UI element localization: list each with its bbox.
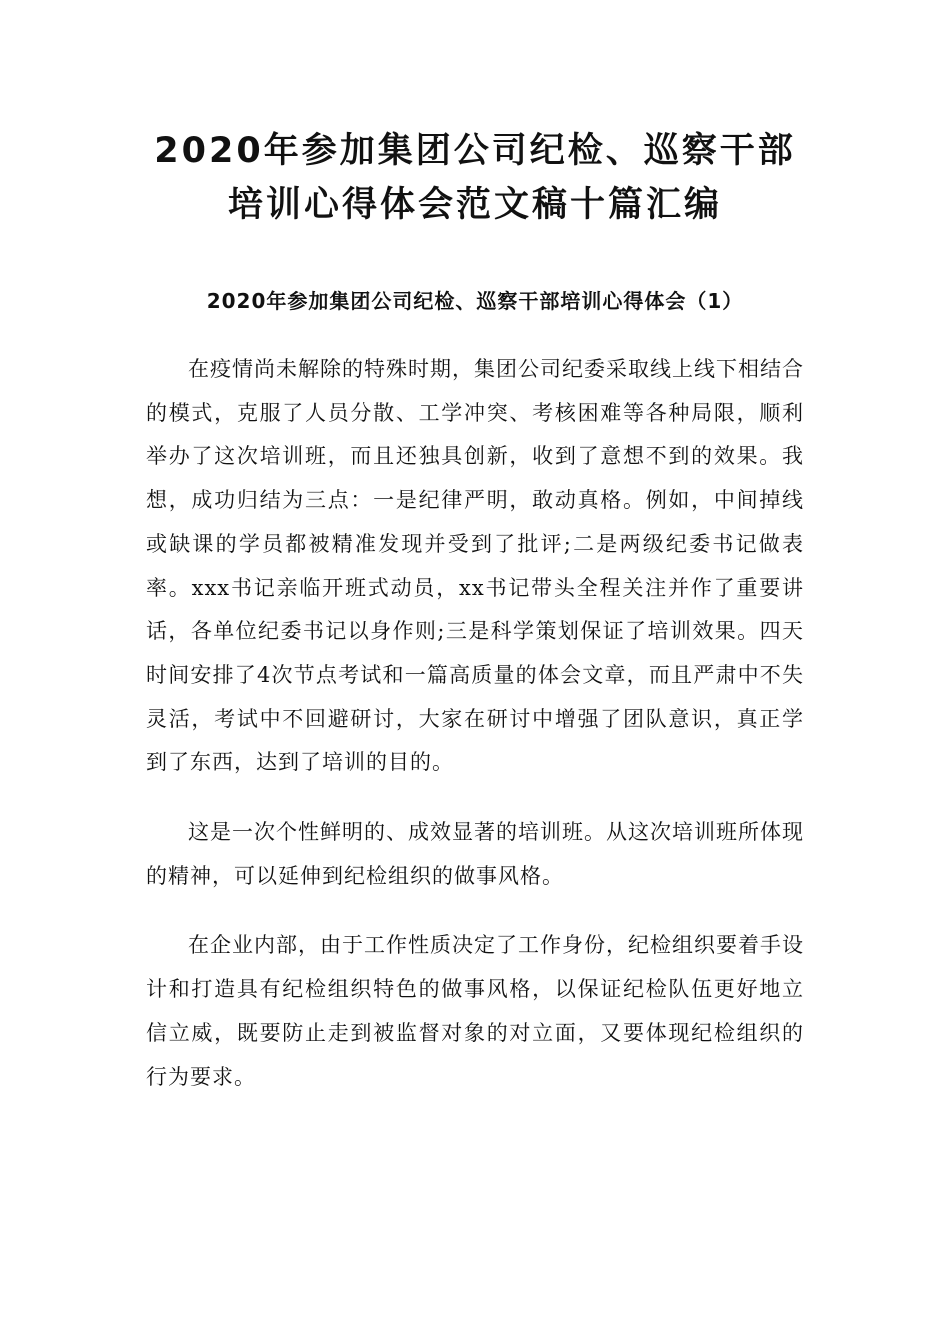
document-title: 2020年参加集团公司纪检、巡察干部培训心得体会范文稿十篇汇编 bbox=[154, 131, 796, 225]
document-body bbox=[146, 348, 804, 1125]
paragraph-3: 在企业内部，由于工作性质决定了工作身份，纪检组织要着手设计和打造具有纪检组织特色的做事风格，以保证纪检队伍更好地立信立威，既要防止走到被监督对象的对立面，又要体现纪检组织的行为要求。 bbox=[146, 933, 804, 1089]
paragraph-2: 这是一次个性鲜明的、成效显著的培训班。从这次培训班所体现的精神，可以延伸到纪检组织的做事风格。 bbox=[146, 820, 804, 888]
paragraph-1: 在疫情尚未解除的特殊时期，集团公司纪委采取线上线下相结合的模式，克服了人员分散、工学冲突、考核困难等各种局限，顺利举办了这次培训班，而且还独具创新，收到了意想不到的效果。我想，成功归结为三点：一是纪律严明，敢动真格。例如，中间掉线或缺课的学员都被精准发现并受到了批评;二是两级纪委书记做表率。xxx书记亲临开班式动员，xx书记带头全程关注并作了重要讲话，各单位纪委书记以身作则;三是科学策划保证了培训效果。四天时间安排了4次节点考试和一篇高质量的体会文章，而且严肃中不失灵活，考试中不回避研讨，大家在研讨中增强了团队意识，真正学到了东西，达到了培训的目的。 bbox=[146, 357, 804, 775]
section-subtitle: 2020年参加集团公司纪检、巡察干部培训心得体会（1） bbox=[206, 289, 744, 313]
